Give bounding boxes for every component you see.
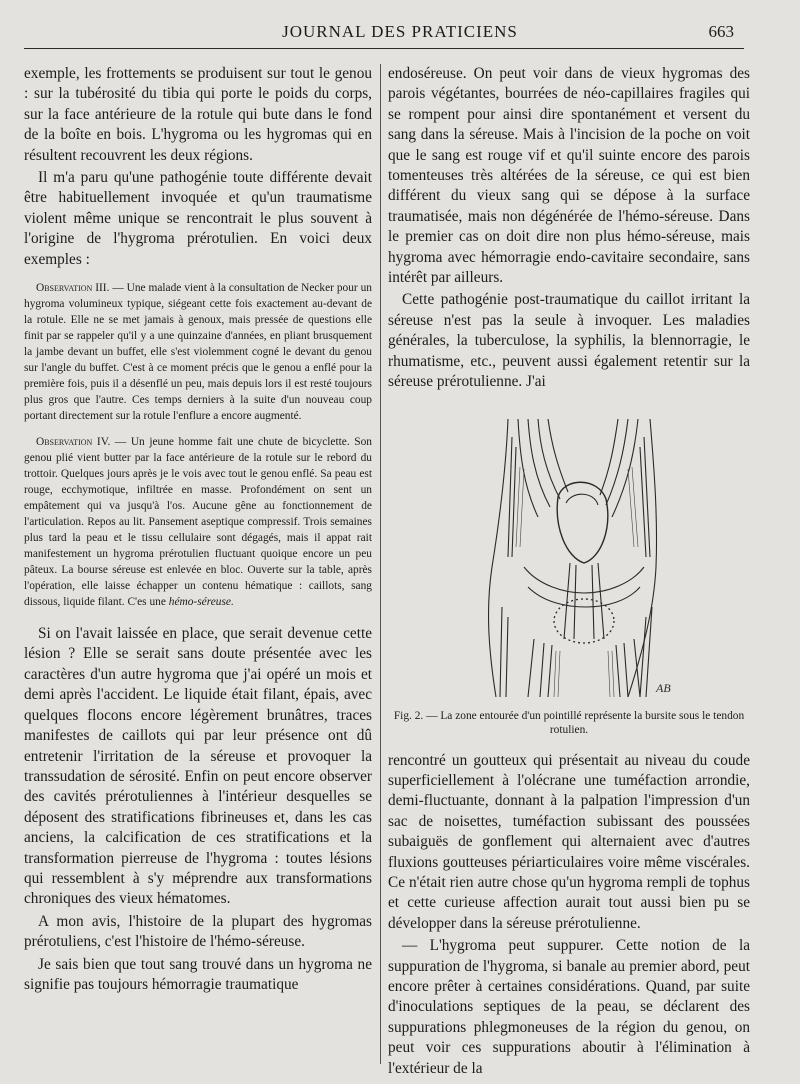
paragraph: A mon avis, l'histoire de la plupart des hygromas prérotuliens, c'est l'histoire de l'hémo-séreuse. xyxy=(24,912,372,951)
right-column xyxy=(388,64,750,1079)
observation-label: Observation IV. xyxy=(36,436,111,449)
paragraph: Si on l'avait laissée en place, que serait devenue cette lésion ? Elle se serait sans doute présentée avec les caractères d'un autre hygroma que j'ai opéré un mois et demi après l'accident. Le liquide était filant, épais, avec quelques flocons encore légèrement brunâtres, traces manifestes de caillots qui par leur présence ont dû entretenir l'irritation de la séreuse et provoquer la transsudation de sérosité. Enfin on peut encore observer des cavités prérotuliennes à l'intérieur desquelles se déposent des stratifications fibrineuses et, dans les cas anciens, la calcification de ces stratifications et la transformation pierreuse de l'hygroma : toutes lésions qui ressemblent à s'y méprendre aux transformations chroniques des vieux hématomes. xyxy=(24,625,372,908)
paragraph: — L'hygroma peut suppurer. Cette notion de la suppuration de l'hygroma, si banale au premier abord, peut encore prêter à certaines considérations. Quand, par suite d'inoculations septiques de la peau, se déclarent des suppurations phlegmoneuses de la région du genou, on peut voir ces suppurations aboutir à l'élimination à l'extérieur de la xyxy=(388,937,750,1077)
paragraph: Cette pathogénie post-traumatique du caillot irritant la séreuse n'est pas la seule à invoquer. Les maladies générales, la tuberculose, la syphilis, la blennorragie, le rhumatisme, etc., peuvent aussi également retentir sur la séreuse prérotulienne. J'ai xyxy=(388,291,750,391)
knee-illustration xyxy=(388,407,750,707)
paragraph: endoséreuse. On peut voir dans de vieux hygromas des parois végétantes, bourrées de néo-capillaires fragiles qui se rompent pour ainsi dire spontanément et versent du sang dans la séreuse. Mais à l'incision de la poche on voit que le sang est rouge vif et qu'il suinte encore des parois tomenteuses très altérées de la séreuse, ce qui est bien différent du vieux sang qui se dépose à la surface traumatisée, mais non dégénérée de l'hémo-séreuse. Dans le premier cas on doit dire non plus hémo-séreuse, mais hygroma avec hémorragie endo-cavitaire secondaire, sans intérêt par ailleurs. xyxy=(388,65,750,287)
observation-three xyxy=(24,280,372,424)
journal-title: JOURNAL DES PRATICIENS xyxy=(282,22,518,41)
paragraph: Je sais bien que tout sang trouvé dans un hygroma ne signifie pas toujours hémorragie traumatique xyxy=(24,955,372,993)
running-head xyxy=(0,14,800,44)
paragraph: Il m'a paru qu'une pathogénie toute différente devait être habituellement invoquée et qu'un traumatisme violent même unique se rencontrait le plus souvent à l'origine de l'hygroma prérotulien. En voici deux exemples : xyxy=(24,169,372,268)
figure-signature: AB xyxy=(656,680,671,695)
observation-text: — Une malade vient à la consultation de Necker pour un hygroma volumineux typique, siégeant cette fois exactement au-devant de la rotule. Elle ne se met jamais à genoux, mais pressée de questions elle finit par se rappeler qu'il y a une quinzaine d'années, en pliant brusquement la jambe devant un buffet, elle s'est violemment cogné le devant du genou sur l'angle du buffet. C'est à ce moment précis que le genou a enflé pour la première fois, puis il a désenflé un peu, mais depuis lors il est resté toujours plus gros que l'autre. Ces temps derniers à la suite d'un nouveau coup portant directement sur la rotule l'enflure a encore augmenté. xyxy=(24,282,372,423)
paragraph: exemple, les frottements se produisent sur tout le genou : sur la tubérosité du tibia qui porte le poids du corps, sur la face antérieure de la rotule qui bute dans le fond de la boîte en bois. L'hygroma ou les hygromas qui en résultent recouvrent les deux régions. xyxy=(24,65,372,164)
knee-anatomy-figure xyxy=(388,407,750,707)
observation-italic: hémo-séreuse. xyxy=(168,596,234,609)
observation-four xyxy=(24,434,372,610)
observation-text: — Un jeune homme fait une chute de bicyclette. Son genou plié vient butter par la face antérieure de la rotule sur le rebord du trottoir. Quelques jours après je le vois avec tout le genou enflé. Sa peau est rouge, ecchymotique, infiltrée en masse. Profondément on sent un empâtement qui va jusqu'à l'os. Aucune gêne au fonctionnement de l'articulation. Repos au lit. Pansement aseptique compressif. Trois semaines plus tard la peau et le tissu cellulaire sont dégagés, mais il appat rait manifestement un hygroma prérotulien fluctuant quoique encore un peu pâteux. La bourse séreuse est enlevée en bloc. Ouverte sur la table, après l'opération, elle laisse échapper un contenu hématique : caillots, sang dissous, liquide filant. C'es une xyxy=(24,436,372,609)
paragraph: rencontré un goutteux qui présentait au niveau du coude superficiellement à l'olécrane une tuméfaction arrondie, demi-fluctuante, donnant à la palpation l'impression d'un sac de noisettes, tuméfaction subissant des poussées subaiguës de gonflement qui alternaient avec d'autres fluxions goutteuses périarticulaires voire même viscérales. Ce n'était rien autre chose qu'un hygroma rempli de tophus et cette curieuse affection aurait tout aussi bien pu se développer dans la séreuse prérotulienne. xyxy=(388,751,750,932)
figure-caption: Fig. 2. — La zone entourée d'un pointillé représente la bursite sous le tendon rotulien. xyxy=(393,709,745,736)
left-column xyxy=(24,64,372,995)
column-divider xyxy=(380,64,381,1064)
header-rule xyxy=(24,48,744,49)
observation-label: Observation III. xyxy=(36,282,110,295)
page-number: 663 xyxy=(708,22,734,41)
